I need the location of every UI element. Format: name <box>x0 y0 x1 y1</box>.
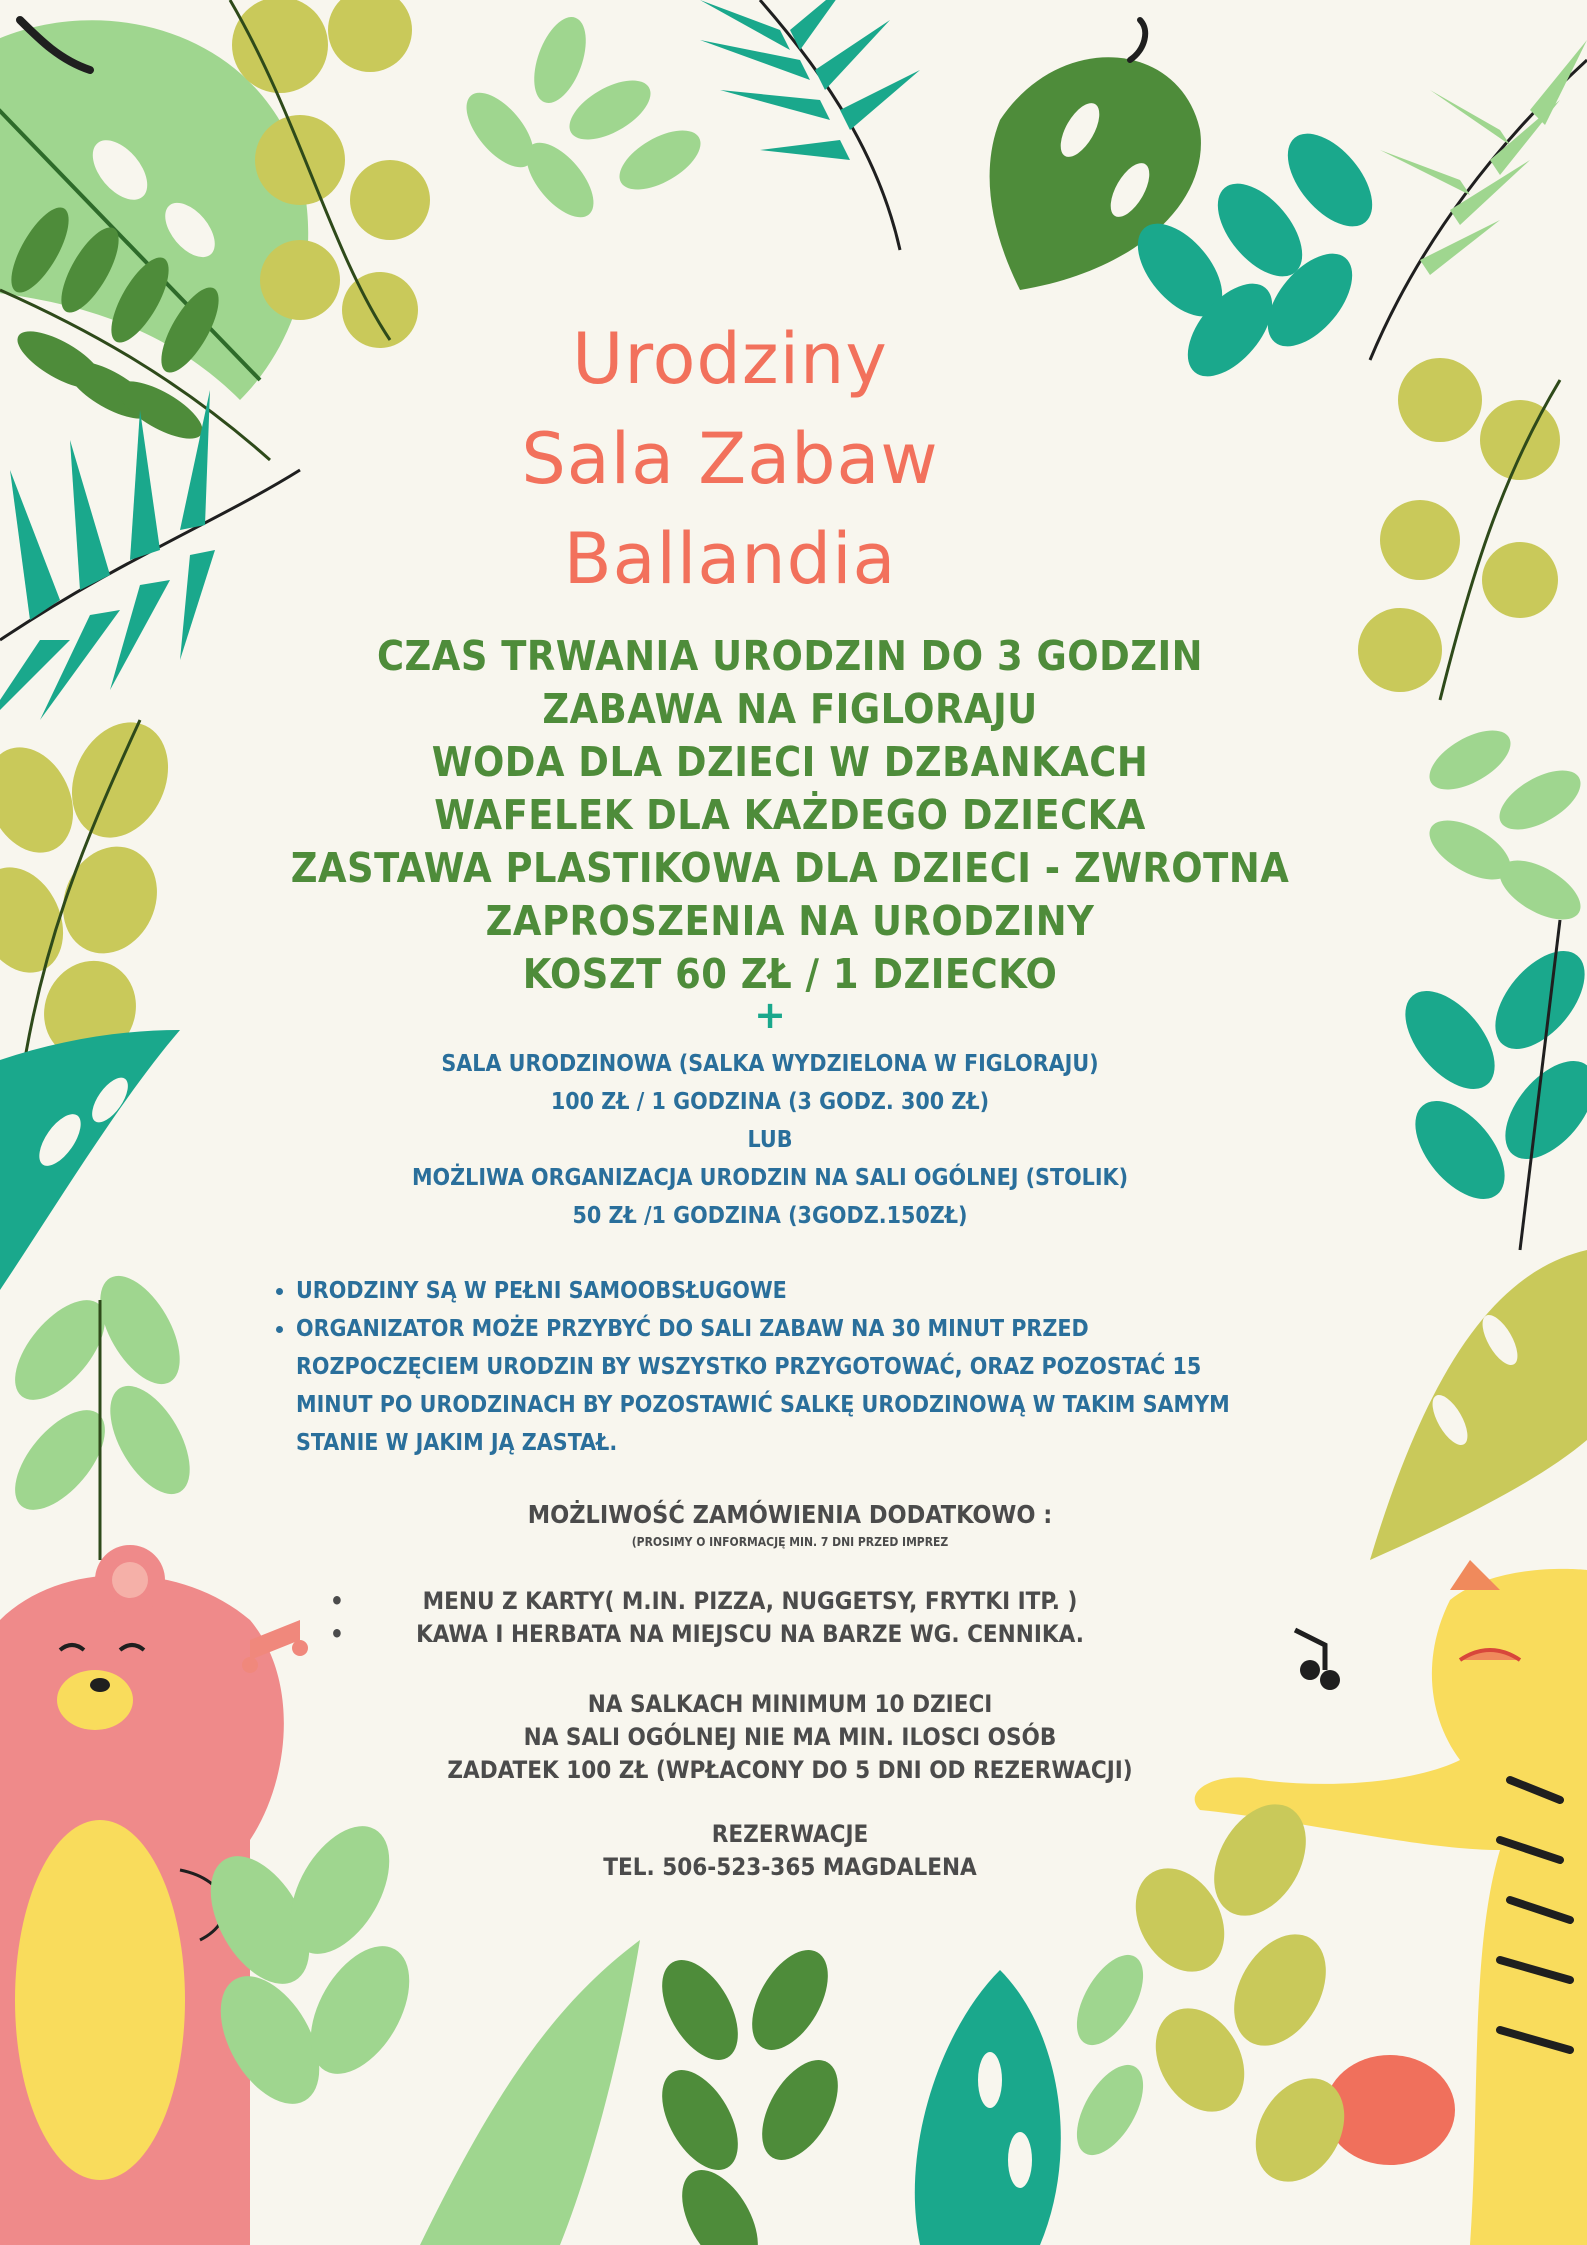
feature-line: ZASTAWA PLASTIKOWA DLA DZIECI - ZWROTNA <box>290 844 1290 892</box>
reservation-label: REZERWACJE <box>711 1820 869 1848</box>
extras-item-text: KAWA I HERBATA NA MIEJSCU NA BARZE WG. CENNIKA. <box>416 1620 1084 1648</box>
room-line: 50 ZŁ /1 GODZINA (3GODZ.150ZŁ) <box>572 1203 968 1229</box>
features-list <box>240 630 1340 1001</box>
title-line-2: Sala Zabaw <box>521 418 939 500</box>
feature-line: CZAS TRWANIA URODZIN DO 3 GODZIN <box>376 632 1204 680</box>
bullet-icon: • <box>330 1587 344 1615</box>
feature-line: ZABAWA NA FIGLORAJU <box>542 685 1038 733</box>
rules-list <box>268 1272 1268 1462</box>
rule-item: • URODZINY SĄ W PEŁNI SAMOOBSŁUGOWE <box>296 1272 1268 1310</box>
extras-item <box>330 1585 1170 1618</box>
plus-sign: + <box>754 993 786 1037</box>
condition-line: NA SALI OGÓLNEJ NIE MA MIN. ILOSCI OSÓB <box>523 1723 1057 1751</box>
bullet-icon: • <box>330 1620 344 1648</box>
room-options <box>290 1045 1250 1235</box>
extras-note: (PROSIMY O INFORMACJĘ MIN. 7 DNI PRZED IMPREZ <box>631 1535 949 1549</box>
reservation <box>330 1818 1250 1884</box>
feature-line: ZAPROSZENIA NA URODZINY <box>485 897 1095 945</box>
olive-monstera-right <box>1370 1250 1587 1560</box>
teal-leaves-right <box>1388 920 1587 1250</box>
reservation-contact: TEL. 506-523-365 MAGDALENA <box>603 1853 977 1881</box>
feature-line: WODA DLA DZIECI W DZBANKACH <box>431 738 1149 786</box>
light-fern-top <box>454 10 710 228</box>
extras-list <box>330 1585 1170 1651</box>
room-line: MOŻLIWA ORGANIZACJA URODZIN NA SALI OGÓLNEJ (STOLIK) <box>411 1165 1129 1191</box>
title-line-3: Ballandia <box>563 518 897 600</box>
conditions <box>330 1688 1250 1787</box>
extras-title: MOŻLIWOŚĆ ZAMÓWIENIA DODATKOWO : <box>527 1500 1053 1529</box>
feature-line: KOSZT 60 ZŁ / 1 DZIECKO <box>522 950 1058 998</box>
condition-line: NA SALKACH MINIMUM 10 DZIECI <box>587 1690 993 1718</box>
teal-monstera-left <box>0 1030 180 1290</box>
teal-fern-top <box>700 0 920 250</box>
light-fern-top-right <box>1370 40 1587 360</box>
light-fern-right <box>1420 718 1587 931</box>
extras-item-text: MENU Z KARTY( M.IN. PIZZA, NUGGETSY, FRYTKI ITP. ) <box>422 1587 1078 1615</box>
condition-line: ZADATEK 100 ZŁ (WPŁACONY DO 5 DNI OD REZERWACJI) <box>447 1756 1133 1784</box>
title-line-1: Urodziny <box>572 318 888 400</box>
room-line: LUB <box>747 1127 793 1153</box>
light-leaves-left-lower <box>0 1263 206 1560</box>
rule-item: • ORGANIZATOR MOŻE PRZYBYĆ DO SALI ZABAW NA 30 MINUT PRZED ROZPOCZĘCIEM URODZIN BY WSZYSTKO PRZYGOTOWAĆ, ORAZ POZOSTAĆ 15 MINUT PO URODZINACH BY POZOSTAWIĆ SALKĘ URODZINOWĄ W TAKIM SAMYM STANIE W JAKIM JĄ ZASTAŁ. <box>296 1310 1268 1462</box>
music-note-icon <box>1295 1630 1340 1690</box>
feature-line: WAFELEK DLA KAŻDEGO DZIECKA <box>434 791 1146 839</box>
room-line: SALA URODZINOWA (SALKA WYDZIELONA W FIGLORAJU) <box>441 1051 1099 1077</box>
extras-item <box>330 1618 1170 1651</box>
room-line: 100 ZŁ / 1 GODZINA (3 GODZ. 300 ZŁ) <box>550 1089 990 1115</box>
